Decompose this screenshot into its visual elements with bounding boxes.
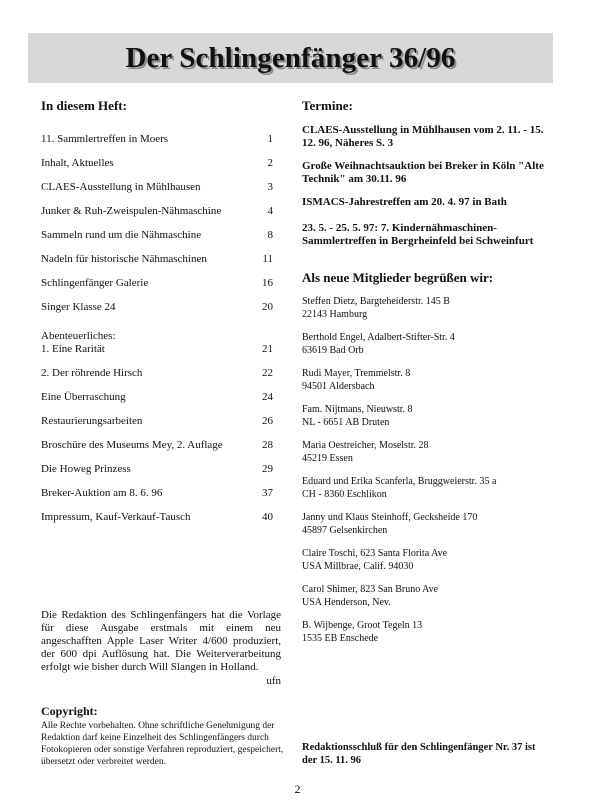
event-item: CLAES-Ausstellung in Mühlhausen vom 2. 11. - 15. 12. 96, Näheres S. 3 [302,124,544,149]
editorial-note-text: Die Redaktion des Schlingenfängers hat die Vorlage für diese Ausgabe erstmals mit einem neu angeschafften Apple Laser Writer 4/600 produziert, der 600 dpi Auflösung hat. Die Weiterverarbeitung erfolgt wie bisher durch Will Slangen in Holland. [41,609,281,673]
member-entry: Eduard und Erika Scanferla, Bruggweierstr. 35 a CH - 8360 Eschlikon [302,476,497,500]
toc-subheading: Abenteuerliches: [41,330,116,342]
copyright-text: Alle Rechte vorbehalten. Ohne schriftliche Genehmigung der Redaktion darf keine Einzelheit des Schlingenfängers durch Fotokopieren oder sonstige Verfahren reproduziert, gespeichert, übersetzt oder verbreitet werden. [41,721,284,767]
editorial-signature: ufn [266,675,281,687]
toc-item: 2. Der röhrende Hirsch 22 [41,367,273,379]
members-heading: Als neue Mitglieder begrüßen wir: [302,270,494,285]
contents-heading: In diesem Heft: [41,98,127,113]
toc-item: 1. Eine Rarität 21 [41,343,273,355]
toc-item: Nadeln für historische Nähmaschinen 11 [41,253,273,265]
termine-heading: Termine: [302,98,353,113]
member-entry: Steffen Dietz, Bargteheiderstr. 145 B 22143 Hamburg [302,296,450,320]
toc-item: Impressum, Kauf-Verkauf-Tausch 40 [41,511,273,523]
event-item: Große Weihnachtsauktion bei Breker in Köln "Alte Technik" am 30.11. 96 [302,160,544,185]
toc-item: Eine Überraschung 24 [41,391,273,403]
event-item: ISMACS-Jahrestreffen am 20. 4. 97 in Bath [302,196,507,208]
title-banner [28,33,553,83]
toc-item: Broschüre des Museums Mey, 2. Auflage 28 [41,439,273,451]
member-entry: Carol Shimer, 823 San Bruno Ave USA Henderson, Nev. [302,584,439,608]
editorial-deadline: Redaktionsschluß für den Schlingenfänger Nr. 37 ist der 15. 11. 96 [302,742,536,766]
toc-item: Breker-Auktion am 8. 6. 96 37 [41,487,273,499]
toc-item: Inhalt, Aktuelles 2 [41,157,273,169]
toc-item: Sammeln rund um die Nähmaschine 8 [41,229,273,241]
member-entry: Maria Oestreicher, Moselstr. 28 45219 Essen [302,440,429,464]
contents-list [41,133,273,535]
member-entry: Fam. Nijtmans, Nieuwstr. 8 NL - 6651 AB Druten [302,404,413,428]
page-number: 2 [294,782,301,796]
toc-item: CLAES-Ausstellung in Mühlhausen 3 [41,181,273,193]
copyright-section [41,704,291,768]
member-entry: Berthold Engel, Adalbert-Stifter-Str. 4 63619 Bad Orb [302,332,455,356]
page-title: Der Schlingenfänger 36/96 [125,41,456,74]
member-entry: Janny und Klaus Steinhoff, Gecksheide 170 45897 Gelsenkirchen [302,512,478,536]
member-entry: Rudi Mayer, Tremmelstr. 8 94501 Aldersbach [302,368,411,392]
toc-item: Die Howeg Prinzess 29 [41,463,273,475]
toc-item: Singer Klasse 24 20 [41,301,273,313]
toc-item: 11. Sammlertreffen in Moers 1 [41,133,273,145]
member-entry: B. Wijbenge, Groot Tegeln 13 1535 EB Enschede [302,620,423,644]
copyright-heading: Copyright: [41,704,98,718]
member-entry: Claire Toschi, 623 Santa Florita Ave USA Millbrae, Calif. 94030 [302,548,448,572]
toc-item: Restaurierungsarbeiten 26 [41,415,273,427]
toc-item: Junker & Ruh-Zweispulen-Nähmaschine 4 [41,205,273,217]
contents-section [41,98,273,535]
event-item: 23. 5. - 25. 5. 97: 7. Kindernähmaschinen-Sammlertreffen in Bergrheinfeld bei Schweinfurt [302,222,534,247]
right-column [302,98,552,645]
editorial-note [41,609,281,688]
toc-item: Schlingenfänger Galerie 16 [41,277,273,289]
